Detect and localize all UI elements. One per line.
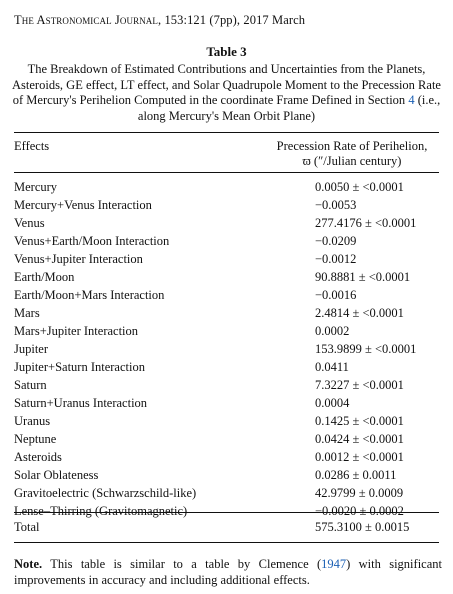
effect-cell: Saturn — [14, 378, 47, 392]
precession-value-cell: 0.0411 — [315, 360, 349, 374]
total-label: Total — [14, 520, 40, 534]
precession-value-cell: 0.1425 ± <0.0001 — [315, 414, 404, 428]
effect-cell: Solar Oblateness — [14, 468, 99, 482]
journal-citation: , 153:121 (7pp), 2017 March — [158, 13, 306, 27]
precession-value-cell: 90.8881 ± <0.0001 — [315, 270, 411, 284]
precession-value-cell: 0.0424 ± <0.0001 — [315, 432, 404, 446]
precession-value-cell: 7.3227 ± <0.0001 — [315, 378, 404, 392]
header-rule — [14, 172, 439, 173]
table-top-rule — [14, 132, 439, 133]
table-row — [14, 322, 439, 340]
precession-value-cell: −0.0020 ± 0.0002 — [315, 504, 404, 518]
precession-value-cell: 277.4176 ± <0.0001 — [315, 216, 417, 230]
table-row — [14, 394, 439, 412]
precession-value-cell: 0.0002 — [315, 324, 350, 338]
section-link[interactable]: 4 — [408, 93, 415, 107]
effect-cell: Mars — [14, 306, 40, 320]
total-rule — [14, 512, 439, 513]
table-row — [14, 304, 439, 322]
precession-value-cell: 0.0286 ± 0.0011 — [315, 468, 397, 482]
column-header-precession-line2: ϖ (″/Julian century) — [302, 154, 402, 168]
journal-name: The Astronomical Journal — [14, 13, 158, 27]
effect-cell: Venus — [14, 216, 45, 230]
table-row — [14, 178, 439, 196]
precession-value-cell: −0.0012 — [315, 252, 357, 266]
effect-cell: Venus+Jupiter Interaction — [14, 252, 143, 266]
precession-value-cell: −0.0053 — [315, 198, 357, 212]
effect-cell: Jupiter — [14, 342, 49, 356]
precession-value-cell: 0.0012 ± <0.0001 — [315, 450, 404, 464]
effect-cell: Neptune — [14, 432, 57, 446]
table-row — [14, 412, 439, 430]
effect-cell: Mercury — [14, 180, 58, 194]
note-text-end: ) with significant improvements in accuracy and including additional effects. — [14, 557, 442, 587]
table-row — [14, 232, 439, 250]
table-row — [14, 448, 439, 466]
effect-cell: Saturn+Uranus Interaction — [14, 396, 148, 410]
effect-cell: Asteroids — [14, 450, 62, 464]
table-title: Table 3 — [206, 44, 247, 59]
reference-link[interactable]: 1947 — [321, 557, 347, 571]
effect-cell: Lense–Thirring (Gravitomagnetic) — [14, 504, 188, 518]
precession-value-cell: 0.0050 ± <0.0001 — [315, 180, 404, 194]
effect-cell: Earth/Moon — [14, 270, 75, 284]
table-row — [14, 286, 439, 304]
precession-value-cell: 42.9799 ± 0.0009 — [315, 486, 404, 500]
table-row — [14, 376, 439, 394]
table-row — [14, 430, 439, 448]
effect-cell: Uranus — [14, 414, 51, 428]
column-header-precession — [262, 139, 442, 169]
effect-cell: Earth/Moon+Mars Interaction — [14, 288, 165, 302]
effect-cell: Gravitoelectric (Schwarzschild-like) — [14, 486, 197, 500]
effect-cell: Mercury+Venus Interaction — [14, 198, 152, 212]
table-row — [14, 196, 439, 214]
table-row — [14, 268, 439, 286]
table-bottom-rule — [14, 542, 439, 543]
table-caption — [8, 62, 445, 124]
table-row — [14, 466, 439, 484]
precession-value-cell: 2.4814 ± <0.0001 — [315, 306, 404, 320]
table-row — [14, 214, 439, 232]
precession-value-cell: 0.0004 — [315, 396, 350, 410]
column-header-precession-line1: Precession Rate of Perihelion, — [276, 139, 428, 153]
table-body — [14, 178, 439, 520]
total-value: 575.3100 ± 0.0015 — [315, 520, 410, 534]
precession-value-cell: 153.9899 ± <0.0001 — [315, 342, 417, 356]
table-note — [14, 556, 442, 588]
journal-header — [14, 13, 305, 28]
note-text: This table is similar to a table by Clemence ( — [50, 557, 322, 571]
column-header-effects: Effects — [14, 139, 50, 153]
table-row — [14, 484, 439, 502]
table-row — [14, 340, 439, 358]
effect-cell: Mars+Jupiter Interaction — [14, 324, 139, 338]
precession-value-cell: −0.0016 — [315, 288, 357, 302]
precession-value-cell: −0.0209 — [315, 234, 357, 248]
effect-cell: Venus+Earth/Moon Interaction — [14, 234, 170, 248]
effect-cell: Jupiter+Saturn Interaction — [14, 360, 145, 374]
caption-text: The Breakdown of Estimated Contributions and Uncertainties from the Planets, Asteroids, GE effect, LT effect, and Solar Quadrupole Moment to the Precession Rate of Mercury's Perihelion Computed in the coordinate Frame Defined in Section — [12, 62, 441, 107]
caption-text-end: (i.e., along Mercury's Mean Orbit Plane) — [137, 93, 441, 123]
total-row — [14, 518, 439, 536]
table-row — [14, 250, 439, 268]
note-label: Note. — [14, 557, 43, 571]
table-row — [14, 358, 439, 376]
